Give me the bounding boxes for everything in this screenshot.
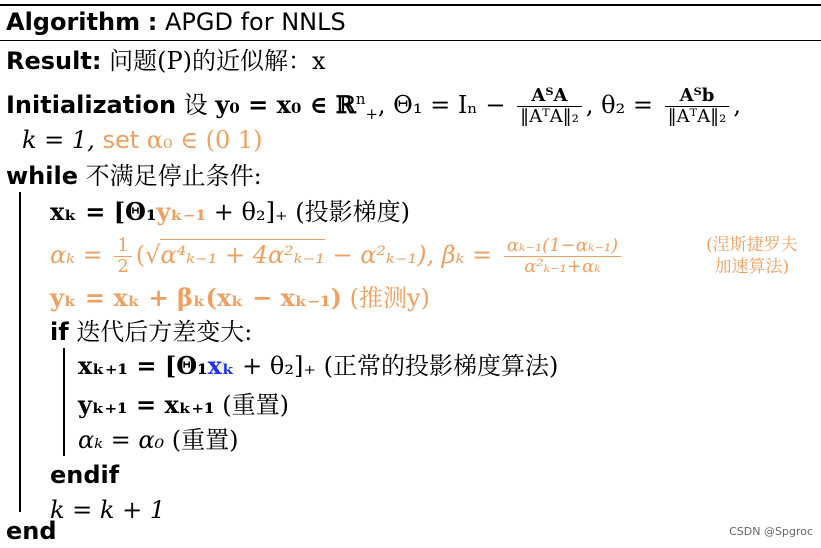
- step-alpha-note-1: (涅斯捷罗夫: [706, 235, 798, 255]
- step-x-next: [78, 351, 558, 381]
- step-yk: [50, 283, 430, 313]
- while-line: [6, 161, 262, 191]
- while-label: while: [6, 162, 78, 190]
- if-cond: 迭代后方差变大:: [76, 318, 253, 346]
- end-label: end: [6, 517, 57, 545]
- step-xk-note: (投影梯度): [295, 198, 411, 226]
- init-frac2-den: ‖AᵀA‖₂: [667, 106, 727, 127]
- result-line: [6, 46, 326, 76]
- init-sub-plus: +: [365, 104, 378, 123]
- step-alpha-sqrt: α⁴ₖ₋₁ + 4α²ₖ₋₁: [160, 241, 325, 269]
- step-alpha-half-num: 1: [114, 236, 131, 257]
- step-beta-frac: [504, 236, 621, 277]
- watermark: CSDN @Spgroc: [729, 525, 813, 538]
- step-y-reset-note: (重置): [222, 391, 289, 419]
- step-x-next-a: xₖ₊₁ = [Θ₁: [78, 351, 208, 380]
- step-alpha-lhs: αₖ =: [50, 241, 103, 269]
- step-x-next-b: + θ₂]₊: [242, 352, 317, 380]
- algorithm-title: [6, 7, 346, 37]
- step-yk-note: (推测y): [349, 284, 430, 312]
- init-frac1-den: ‖AᵀA‖₂: [520, 106, 579, 127]
- result-text: 问题(P)的近似解：x: [109, 47, 326, 75]
- step-alpha-reset-note: (重置): [171, 426, 239, 454]
- step-alpha-note: [706, 234, 798, 278]
- init-frac1: [517, 86, 582, 127]
- step-x-next-note: (正常的投影梯度算法): [323, 352, 559, 380]
- top-rule: [0, 4, 821, 6]
- result-label: Result:: [6, 47, 102, 75]
- init-expr1: y₀ = x₀ ∈ ℝ: [215, 90, 356, 119]
- step-y-reset-expr: yₖ₊₁ = xₖ₊₁: [78, 390, 215, 419]
- step-alpha-half-den: 2: [117, 256, 129, 277]
- step-x-next-blue: xₖ: [207, 351, 235, 380]
- init-she: 设: [183, 91, 208, 119]
- if-line: [50, 317, 252, 347]
- step-alpha: αₖ = $\frac{1}{2}$ (√α⁴ₖ₋₁ + 4α²ₖ₋₁ − α²ₖ₋₁), βₖ = $\frac{\text{αₖ₋₁(1−αₖ₋₁)}}{\text{α²ₖ₋₁+αₖ}}$: [50, 236, 625, 277]
- while-cond: 不满足停止条件:: [85, 162, 262, 190]
- step-alpha-note-2: 加速算法): [714, 257, 790, 277]
- init-label: Initialization: [6, 91, 177, 119]
- k-update-line: [50, 495, 165, 525]
- step-xk-lhs: xₖ = [Θ₁: [50, 197, 157, 226]
- step-beta-den: α²ₖ₋₁+αₖ: [524, 256, 601, 277]
- init-theta1: , Θ₁ = Iₙ −: [377, 91, 506, 119]
- endif-line: [50, 460, 119, 490]
- init-line: [6, 86, 741, 127]
- end-line: [6, 516, 57, 546]
- step-xk-rest: + θ₂]₊: [213, 198, 288, 226]
- while-block-bar: [19, 192, 21, 512]
- if-block-bar: [63, 348, 65, 456]
- step-y-reset: [78, 390, 289, 420]
- if-label: if: [50, 318, 69, 346]
- algorithm-name: APGD for NNLS: [165, 8, 346, 36]
- algorithm-label: Algorithm: [6, 8, 141, 36]
- algorithm-colon: :: [147, 8, 158, 36]
- step-alpha-tail: − α²ₖ₋₁), βₖ =: [332, 241, 493, 269]
- init-alpha0: α₀ ∈ (0 1): [146, 126, 263, 154]
- step-alpha-reset: [78, 425, 239, 455]
- step-alpha-half: [114, 236, 131, 277]
- init-theta2: , θ₂ =: [585, 91, 653, 119]
- init-frac2-num: Aᵀb: [665, 86, 730, 107]
- init-line-2: [22, 125, 263, 155]
- step-xk-y: yₖ₋₁: [156, 197, 207, 226]
- step-yk-expr: yₖ = xₖ + βₖ(xₖ − xₖ₋₁): [50, 283, 342, 312]
- init-sup-n: n: [355, 90, 366, 108]
- step-beta-num: αₖ₋₁(1−αₖ₋₁): [504, 236, 621, 257]
- init-frac1-num: AᵀA: [517, 86, 582, 107]
- init-end: ,: [733, 91, 741, 119]
- init-set-label: set: [102, 126, 140, 154]
- endif-label: endif: [50, 461, 120, 489]
- title-rule: [0, 40, 821, 41]
- init-frac2: [665, 86, 730, 127]
- step-xk: [50, 197, 410, 227]
- init-k1: k = 1,: [22, 126, 95, 154]
- k-update-expr: k = k + 1: [50, 496, 166, 524]
- step-alpha-reset-expr: αₖ = α₀: [78, 426, 165, 454]
